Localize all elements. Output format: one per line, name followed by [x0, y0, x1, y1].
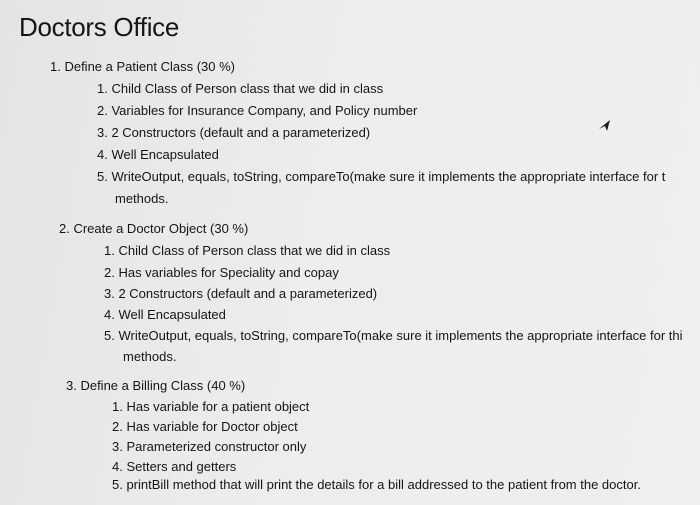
- list-item: 1. Has variable for a patient object: [112, 399, 310, 414]
- list-item: 2. Has variable for Doctor object: [112, 419, 298, 434]
- list-item-continuation: methods.: [115, 191, 169, 206]
- list-item: 1. Child Class of Person class that we did in class: [104, 243, 391, 258]
- list-item-continuation: methods.: [123, 349, 177, 364]
- list-item: 4. Well Encapsulated: [97, 147, 219, 162]
- mouse-pointer-icon: [598, 118, 612, 132]
- list-item: 5. WriteOutput, equals, toString, compareTo(make sure it implements the appropriate interface for t: [97, 169, 666, 184]
- list-item: 3. Parameterized constructor only: [112, 439, 307, 454]
- section-heading-billing: 3. Define a Billing Class (40 %): [66, 378, 246, 393]
- list-item: 5. printBill method that will print the details for a bill addressed to the patient from the doctor.: [112, 477, 641, 492]
- list-item: 1. Child Class of Person class that we did in class: [97, 81, 384, 96]
- list-item: 3. 2 Constructors (default and a parameterized): [104, 286, 378, 301]
- list-item: 2. Has variables for Speciality and copay: [104, 265, 339, 280]
- list-item: 4. Well Encapsulated: [104, 307, 226, 322]
- list-item: 3. 2 Constructors (default and a parameterized): [97, 125, 371, 140]
- section-heading-patient: 1. Define a Patient Class (30 %): [50, 59, 235, 74]
- list-item: 4. Setters and getters: [112, 459, 237, 474]
- section-heading-doctor: 2. Create a Doctor Object (30 %): [59, 221, 249, 236]
- list-item: 5. WriteOutput, equals, toString, compareTo(make sure it implements the appropriate interface for thi: [104, 328, 683, 343]
- page-title: Doctors Office: [19, 12, 180, 42]
- list-item: 2. Variables for Insurance Company, and Policy number: [97, 103, 418, 118]
